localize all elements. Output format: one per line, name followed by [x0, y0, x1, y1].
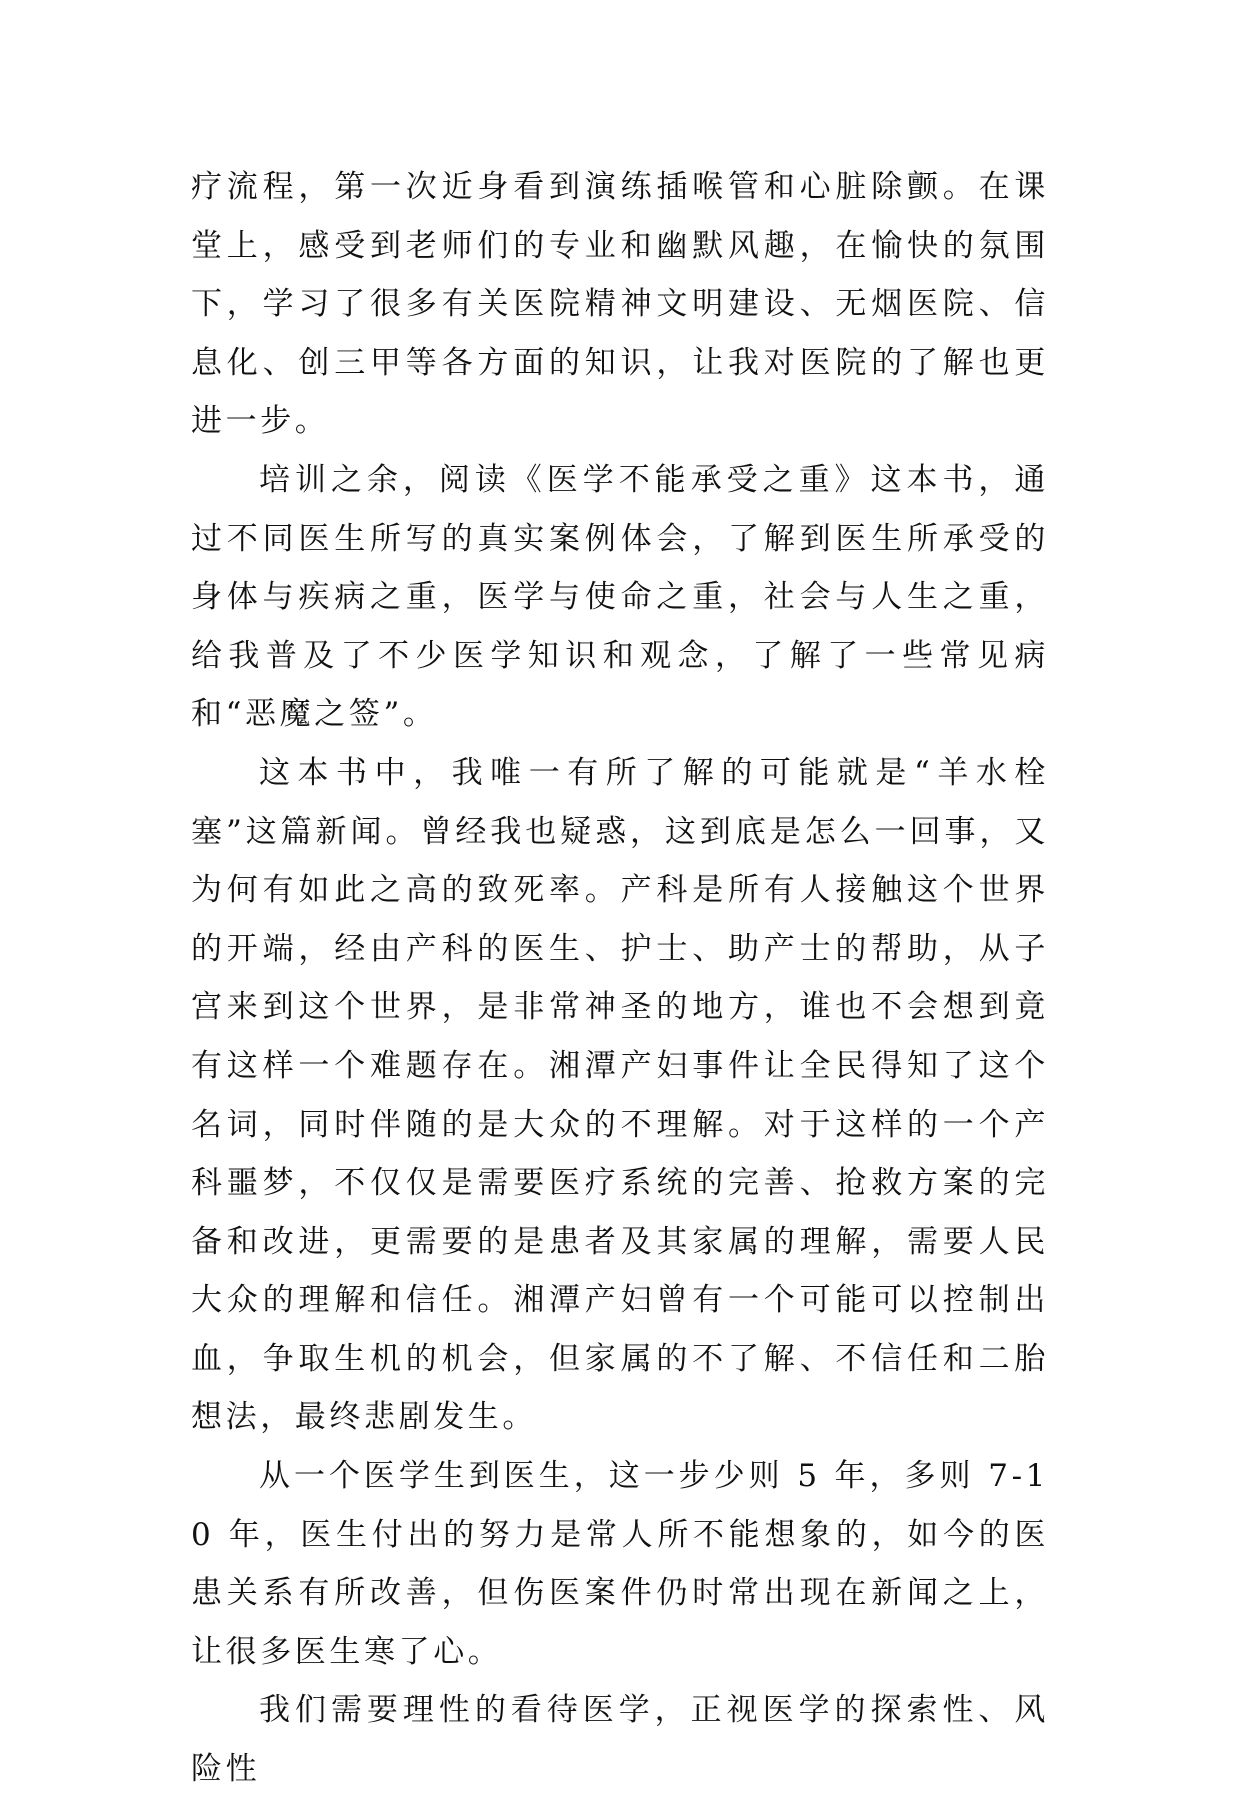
paragraph-rational-view: 我们需要理性的看待医学，正视医学的探索性、风险性	[191, 1692, 1049, 1788]
paragraph-continuation: 疗流程，第一次近身看到演练插喉管和心脏除颤。在课堂上，感受到老师们的专业和幽默风趣，在愉快的氛围下，学习了很多有关医院精神文明建设、无烟医院、信息化、创三甲等各方面的知识，让我对医院的了解也更进一步。	[191, 169, 1049, 440]
paragraph-doctor-career: 从一个医学生到医生，这一步少则 5 年，多则 7-10 年，医生付出的努力是常人所不能想象的，如今的医患关系有所改善，但伤医案件仍时常出现在新闻之上，让很多医生寒了心。	[191, 1458, 1049, 1670]
paragraph-reading-book: 培训之余，阅读《医学不能承受之重》这本书，通过不同医生所写的真实案例体会，了解到医生所承受的身体与疾病之重，医学与使命之重，社会与人生之重，给我普及了不少医学知识和观念，了解了一些常见病和“恶魔之签”。	[191, 461, 1049, 733]
body-text	[191, 158, 1049, 1799]
paragraph-amniotic-embolism: 这本书中，我唯一有所了解的可能就是“羊水栓塞”这篇新闻。曾经我也疑惑，这到底是怎么一回事，又为何有如此之高的致死率。产科是所有人接触这个世界的开端，经由产科的医生、护士、助产士的帮助，从子宫来到这个世界，是非常神圣的地方，谁也不会想到竟有这样一个难题存在。湘潭产妇事件让全民得知了这个名词，同时伴随的是大众的不理解。对于这样的一个产科噩梦，不仅仅是需要医疗系统的完善、抢救方案的完备和改进，更需要的是患者及其家属的理解，需要人民大众的理解和信任。湘潭产妇曾有一个可能可以控制出血，争取生机的机会，但家属的不了解、不信任和二胎想法，最终悲剧发生。	[191, 754, 1049, 1436]
